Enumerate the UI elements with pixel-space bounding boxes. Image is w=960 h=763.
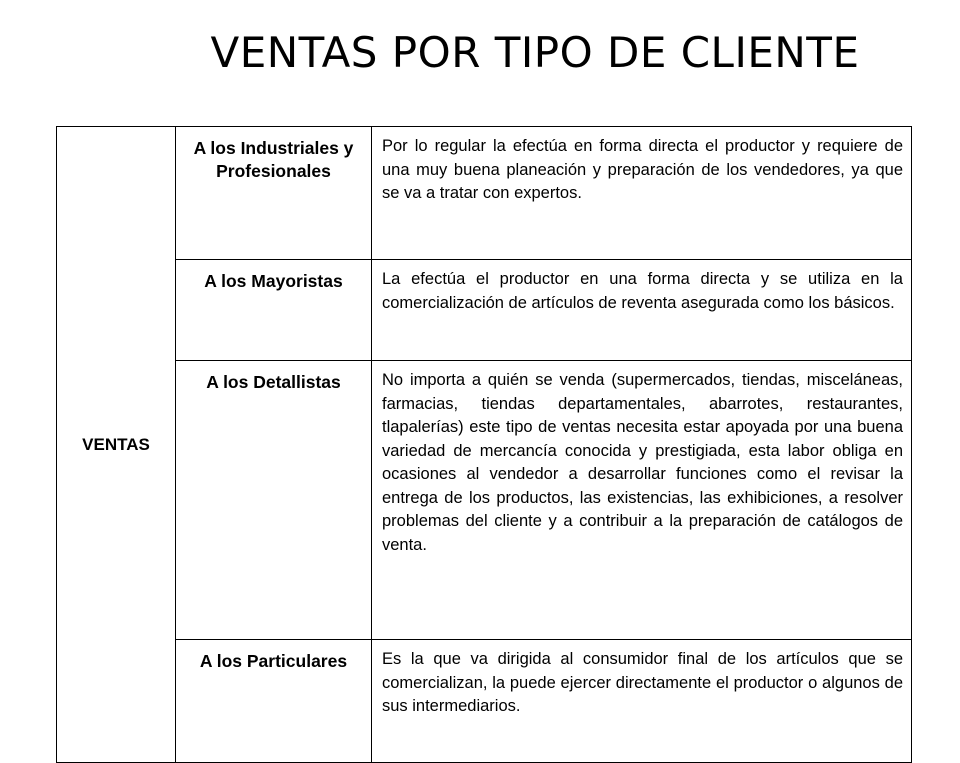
page-title: VENTAS POR TIPO DE CLIENTE xyxy=(210,28,860,77)
row-header-ventas: VENTAS xyxy=(57,127,176,763)
description-cell: Por lo regular la efectúa en forma directa el productor y requiere de una muy buena planeación y preparación de los vendedores, ya que se va a tratar con expertos. xyxy=(372,127,912,260)
category-cell: A los Particulares xyxy=(176,640,372,763)
category-cell: A los Mayoristas xyxy=(176,260,372,361)
table-row xyxy=(57,260,912,361)
table-row xyxy=(57,640,912,763)
description-cell: La efectúa el productor en una forma directa y se utiliza en la comercialización de artículos de reventa asegurada como los básicos. xyxy=(372,260,912,361)
category-cell: A los Detallistas xyxy=(176,361,372,640)
table-row xyxy=(57,361,912,640)
sales-table xyxy=(56,126,912,763)
table-row xyxy=(57,127,912,260)
category-cell: A los Industriales y Profesionales xyxy=(176,127,372,260)
description-cell: No importa a quién se venda (supermercados, tiendas, misceláneas, farmacias, tiendas departamentales, abarrotes, restaurantes, tlapalerías) este tipo de ventas necesita estar apoyada por una buena variedad de mercancía conocida y prestigiada, esta labor obliga en ocasiones al vendedor a desarrollar funciones como el revisar la entrega de los productos, las existencias, las exhibiciones, a resolver problemas del cliente y a contribuir a la preparación de catálogos de venta. xyxy=(372,361,912,640)
description-cell: Es la que va dirigida al consumidor final de los artículos que se comercializan, la puede ejercer directamente el productor o algunos de sus intermediarios. xyxy=(372,640,912,763)
